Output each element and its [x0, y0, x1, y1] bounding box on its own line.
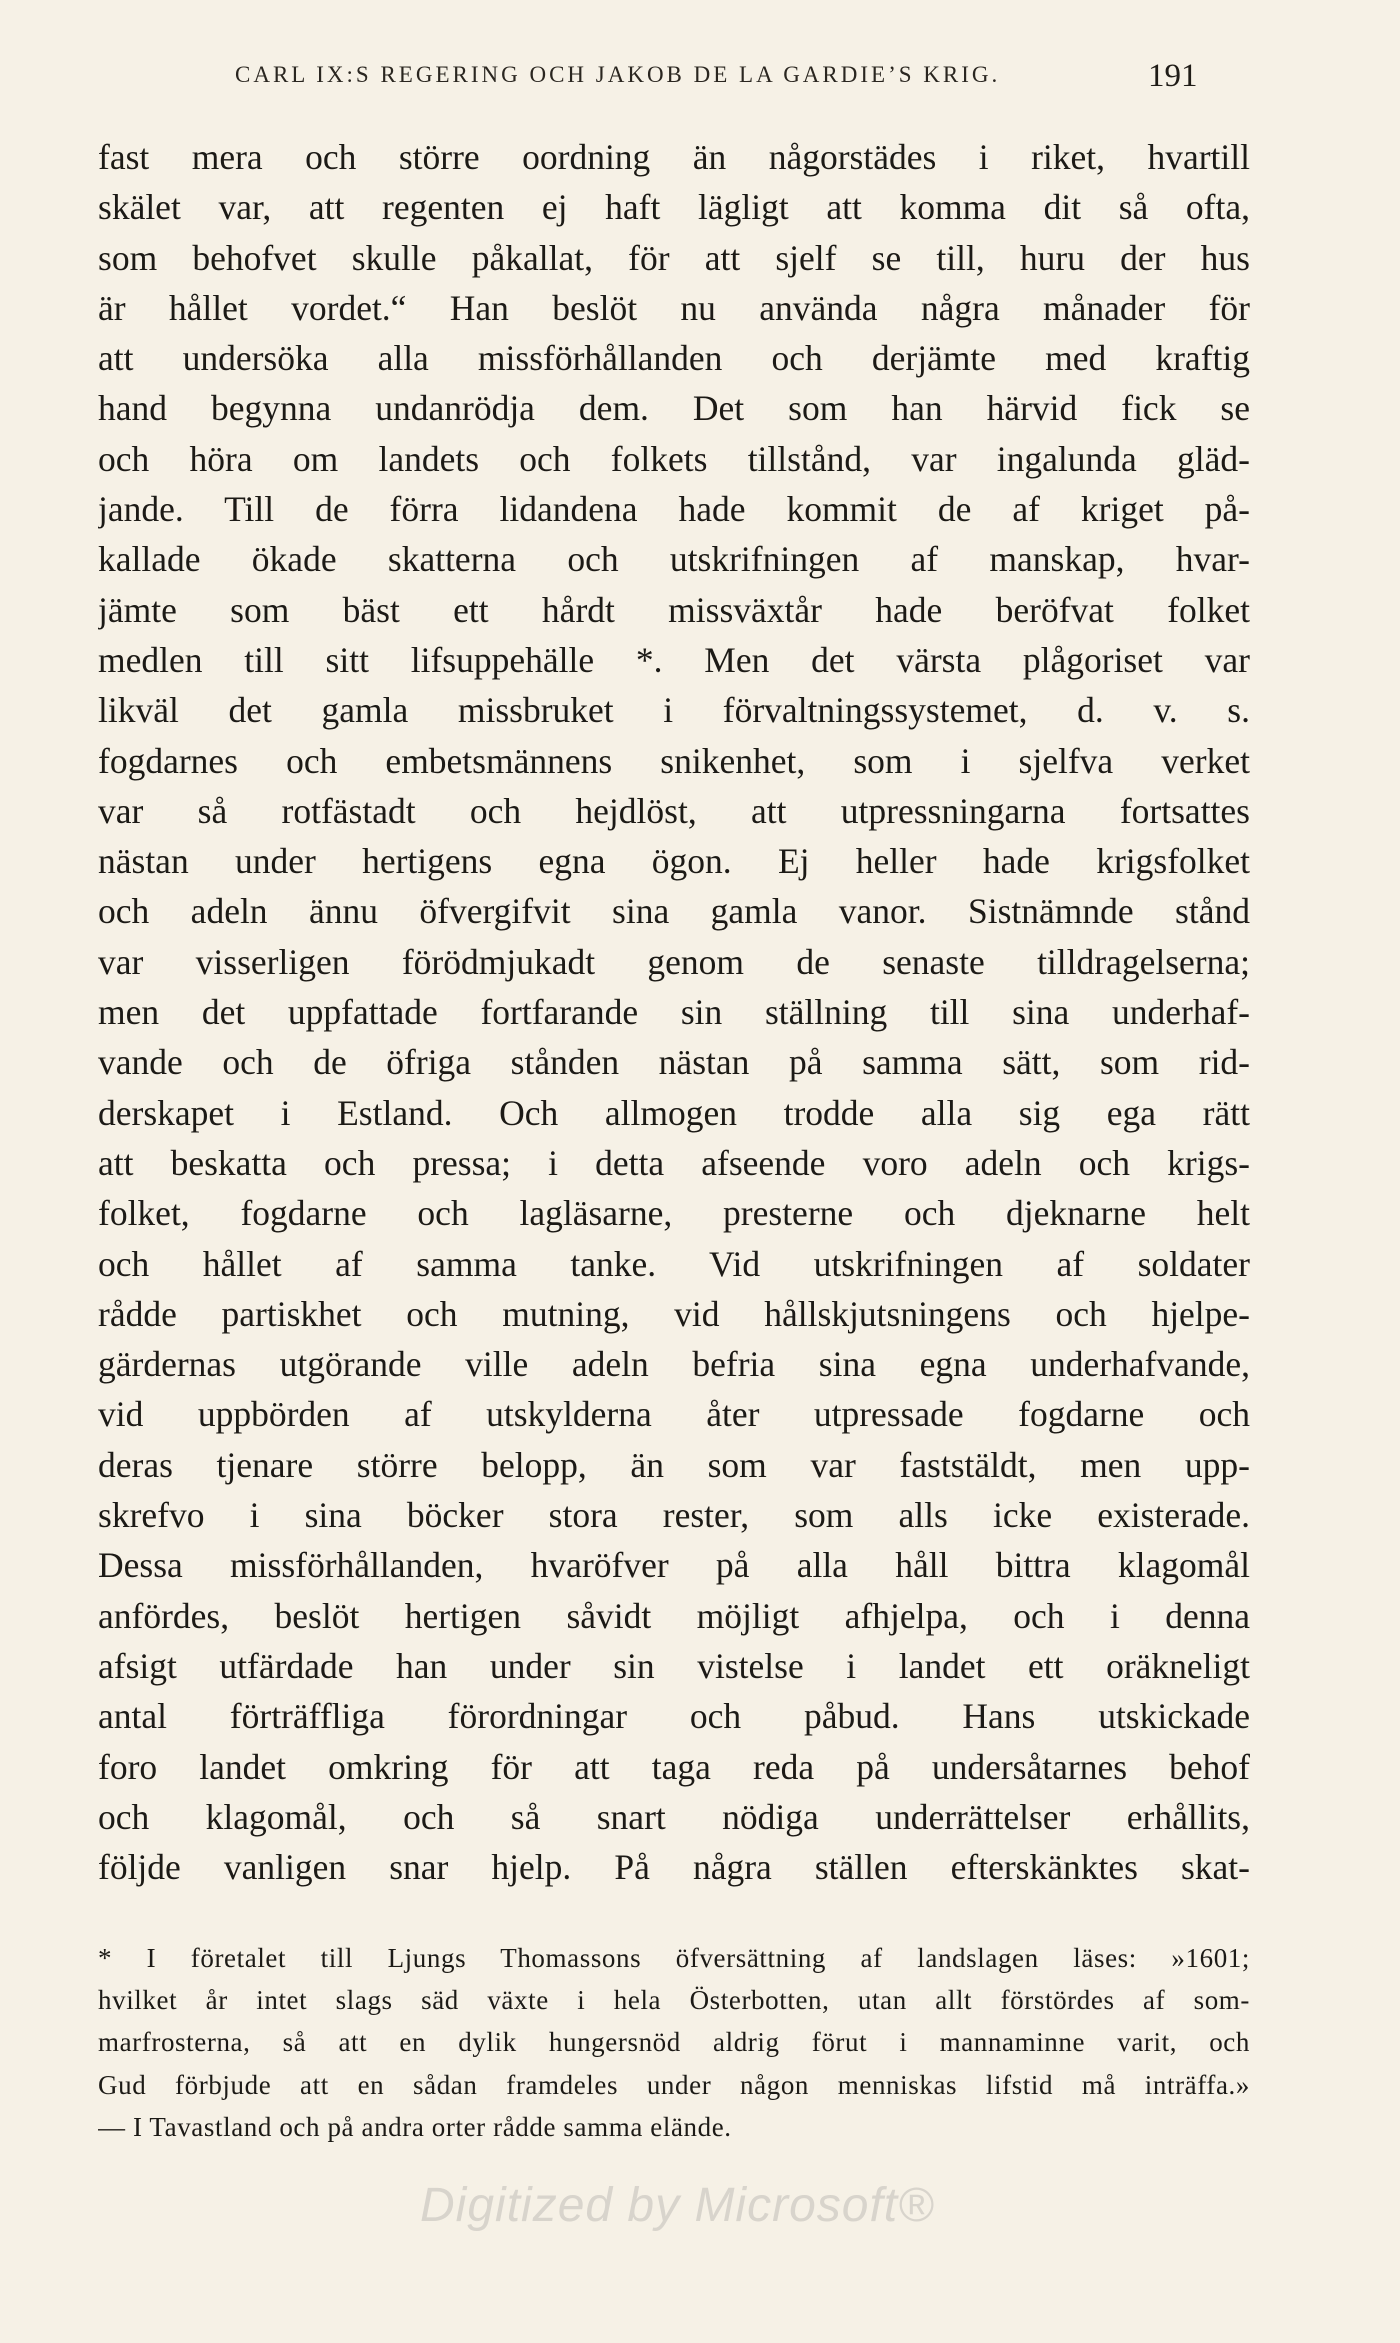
body-line: gärdernas utgörande ville adeln befria sina egna underhafvande,	[98, 1344, 1250, 1385]
body-line: jämte som bäst ett hårdt missväxtår hade beröfvat folket	[98, 589, 1250, 630]
body-line: är hållet vordet.“ Han beslöt nu använda några månader för	[98, 287, 1250, 328]
body-line: hand begynna undanrödja dem. Det som han härvid fick se	[98, 388, 1250, 429]
footnote-line: hvilket år intet slags säd växte i hela Österbotten, utan allt förstördes af som-	[98, 1985, 1250, 2016]
body-line: jande. Till de förra lidandena hade kommit de af kriget på-	[98, 489, 1250, 530]
body-line: kallade ökade skatterna och utskrifningen af manskap, hvar-	[98, 539, 1250, 580]
body-line: skrefvo i sina böcker stora rester, som alls icke existerade.	[98, 1495, 1250, 1536]
body-line: nästan under hertigens egna ögon. Ej heller hade krigsfolket	[98, 841, 1250, 882]
body-line: var visserligen förödmjukadt genom de senaste tilldragelserna;	[98, 941, 1250, 982]
body-line: följde vanligen snar hjelp. På några ställen efterskänktes skat-	[98, 1847, 1250, 1888]
page-number: 191	[1148, 58, 1198, 94]
body-line: fogdarnes och embetsmännens snikenhet, som i sjelfva verket	[98, 740, 1250, 781]
digitization-watermark: Digitized by Microsoft®	[420, 2179, 935, 2232]
body-line: fast mera och större oordning än någorstädes i riket, hvartill	[98, 137, 1250, 177]
body-line: som behofvet skulle påkallat, för att sjelf se till, huru der hus	[98, 237, 1250, 278]
body-line: och klagomål, och så snart nödiga underrättelser erhållits,	[98, 1796, 1250, 1837]
body-line: deras tjenare större belopp, än som var faststäldt, men upp-	[98, 1444, 1250, 1485]
body-line: rådde partiskhet och mutning, vid hållskjutsningens och hjelpe-	[98, 1293, 1250, 1334]
body-line: derskapet i Estland. Och allmogen trodde alla sig ega rätt	[98, 1092, 1250, 1133]
body-line: och adeln ännu öfvergifvit sina gamla vanor. Sistnämnde stånd	[98, 891, 1250, 932]
body-line: och hållet af samma tanke. Vid utskrifningen af soldater	[98, 1243, 1250, 1284]
body-line: Dessa missförhållanden, hvaröfver på alla håll bittra klagomål	[98, 1545, 1250, 1586]
body-line: folket, fogdarne och lagläsarne, presterne och djeknarne helt	[98, 1193, 1250, 1234]
body-line: och höra om landets och folkets tillstånd, var ingalunda gläd-	[98, 438, 1250, 479]
body-line: likväl det gamla missbruket i förvaltningssystemet, d. v. s.	[98, 690, 1250, 731]
footnote-line: marfrosterna, så att en dylik hungersnöd aldrig förut i mannaminne varit, och	[98, 2027, 1250, 2058]
body-line: vid uppbörden af utskylderna åter utpressade fogdarne och	[98, 1394, 1250, 1435]
body-line: men det uppfattade fortfarande sin ställning till sina underhaf-	[98, 992, 1250, 1033]
body-line: att undersöka alla missförhållanden och derjämte med kraftig	[98, 338, 1250, 379]
body-line: antal förträffliga förordningar och påbud. Hans utskickade	[98, 1696, 1250, 1737]
running-head-title: CARL IX:S REGERING OCH JAKOB DE LA GARDIE’S KRIG.	[235, 62, 1001, 87]
body-line: skälet var, att regenten ej haft lägligt att komma dit så ofta,	[98, 187, 1250, 228]
body-line: vande och de öfriga stånden nästan på samma sätt, som rid-	[98, 1042, 1250, 1083]
body-line: att beskatta och pressa; i detta afseende voro adeln och krigs-	[98, 1142, 1250, 1183]
body-line: medlen till sitt lifsuppehälle *. Men det värsta plågoriset var	[98, 639, 1250, 680]
footnote-line: * I företalet till Ljungs Thomassons öfversättning af landslagen läses: »1601;	[98, 1943, 1250, 1973]
body-line: foro landet omkring för att taga reda på undersåtarnes behof	[98, 1746, 1250, 1787]
footnote-block	[98, 1937, 1250, 2148]
body-text	[98, 132, 1250, 1892]
body-line: anfördes, beslöt hertigen såvidt möjligt afhjelpa, och i denna	[98, 1595, 1250, 1636]
body-line: afsigt utfärdade han under sin vistelse i landet ett oräkneligt	[98, 1645, 1250, 1686]
body-line: var så rotfästadt och hejdlöst, att utpressningarna fortsattes	[98, 790, 1250, 831]
footnote-line: — I Tavastland och på andra orter rådde samma elände.	[98, 2111, 732, 2142]
footnote-line: Gud förbjude att en sådan framdeles under någon menniskas lifstid må inträffa.»	[98, 2069, 1250, 2100]
